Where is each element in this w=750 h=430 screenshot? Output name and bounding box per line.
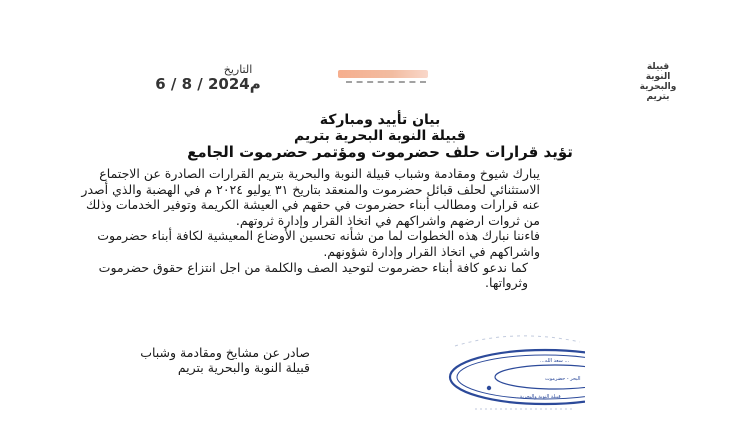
title-tribe: قبيلة النوبة البحرية بتريم [294,128,466,144]
date-label: التاريخ [223,63,253,76]
tribe-header-line: بتريم [646,92,670,102]
body-paragraph: يبارك شيوخ ومقادمة وشباب قبيلة النوبة والبحرية بتريم القرارات الصادرة عن الاجتماع الاستثنائي لحلف قبائل حضرموت والمنعقد بتاريخ ٣١ يوليو ٢٠٢٤ م في الهضبة والذي أصدر عنه قرارات ومطالب أبناء حضرموت في حقهم في العيشة الكريمة وتوفير الخدمات وذلك من ثروات ارضهم واشراكهم في اتخاذ القرار وإدارة ثروتهم. [81,166,540,228]
signature-line: صادر عن مشايخ ومقادمة وشباب [140,345,310,360]
document-body [70,166,540,291]
signature-block [70,345,310,375]
tribe-header [628,62,688,102]
logo-bar [338,70,428,78]
body-paragraph: كما ندعو كافة أبناء حضرموت لتوحيد الصف والكلمة من اجل انتزاع حقوق حضرموت وثرواتها. [98,259,528,291]
date-block [108,64,308,92]
date-value: 6 / 8 / 2024م [155,75,261,93]
tribe-header-line: النوبة [645,72,671,82]
svg-text:...قبيلة النوبة والبحرية: ...قبيلة النوبة والبحرية [515,394,561,400]
title-subject: تؤيد قرارات حلف حضرموت ومؤتمر حضرموت الجامع [187,143,573,161]
tribe-header-line: والبحرية [639,82,677,92]
logo-underline [346,81,426,86]
svg-text:...سعد الله ...: ...سعد الله ... [540,358,570,364]
title-statement: بيان تأييد ومباركة [319,112,441,128]
tribe-header-line: قبيلة [646,62,670,72]
signature-line: قبيلة النوبة والبحرية بتريم [177,360,310,375]
document-titles [60,112,700,161]
stamp-seal-icon [445,332,585,412]
body-paragraph: فاءننا نبارك هذه الخطوات لما من شأنه تحسين الأوضاع المعيشية لكافة أبناء حضرموت واشراكهم في اتخاذ القرار وإدارة شؤونهم. [97,228,540,259]
official-stamp [445,332,585,412]
svg-text:البحر - حضرموت: البحر - حضرموت [545,376,581,382]
logo-mark [338,70,428,88]
